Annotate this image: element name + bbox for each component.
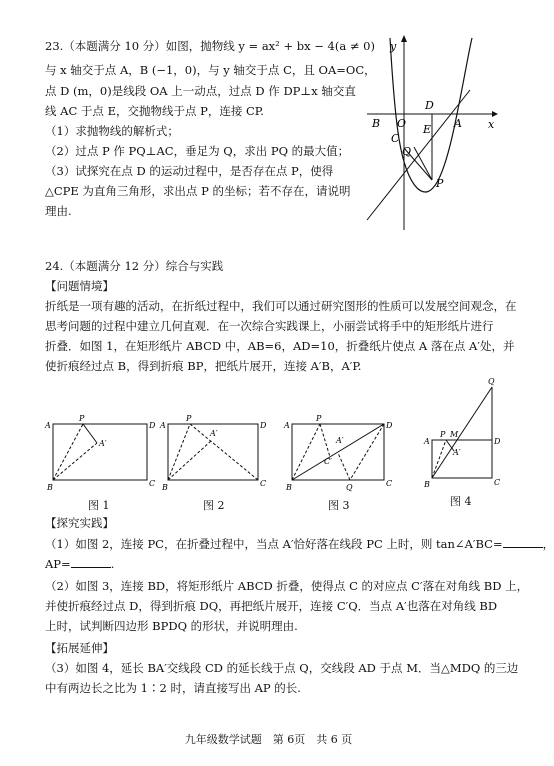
q23-label-x: x: [488, 118, 495, 131]
q23-figure: [362, 30, 502, 235]
page-footer: 九年级数学试题 第 6页 共 6 页: [184, 733, 353, 746]
q24-part2-line2: 并使折痕经过点 D，得到折痕 DQ，再把纸片展开，连接 C′Q．当点 A′也落在对角线 BD: [45, 599, 498, 613]
q24-part3-line2: 中有两边长之比为 1∶2 时，请直接写出 AP 的长.: [45, 681, 301, 695]
q23-line-7: （3）试探究在点 D 的运动过程中，是否存在点 P，使得: [45, 164, 334, 178]
fig1-label-C: C: [149, 479, 156, 488]
q23-label-P: P: [436, 177, 444, 190]
q24-part2-line1: （2）如图 3，连接 BD，将矩形纸片 ABCD 折叠，使得点 C 的对应点 C′落在对角线 BD 上，: [45, 579, 529, 593]
q24-part1b-text: AP=: [45, 557, 71, 571]
fig2-label-C: C: [260, 479, 267, 488]
fig1-label-A: A: [45, 421, 51, 430]
q24-part1-end: ，: [542, 537, 554, 551]
q24-title: 24.（本题满分 12 分）综合与实践: [45, 259, 224, 273]
fig2-label-B: B: [162, 483, 168, 492]
fig1-label-P: P: [79, 414, 85, 423]
fig4-label-Aprime: A′: [453, 448, 461, 457]
q24-figure-4: [420, 375, 510, 490]
q23-line-5: （1）求抛物线的解析式；: [45, 124, 179, 138]
q24-intro-3: 折叠．如图 1，在矩形纸片 ABCD 中，AB=6，AD=10，折叠纸片使点 A 落在点 A′处，并: [45, 339, 515, 353]
fig3-label-A: A: [284, 421, 290, 430]
q23-line-3: 点 D (m，0)是线段 OA 上一动点，过点 D 作 DP⊥x 轴交直: [45, 84, 356, 98]
fig3-label-P: P: [316, 414, 322, 423]
fig4-label-D: D: [494, 437, 501, 446]
q23-line-1: 23.（本题满分 10 分）如图，抛物线 y = ax² + bx − 4(a ≠ 0): [45, 39, 375, 53]
q24-section-extend: 【拓展延伸】: [45, 641, 114, 655]
fig4-label-A: A: [424, 437, 430, 446]
fig3-label-Aprime: A′: [336, 436, 344, 445]
fig1-label-Aprime: A′: [99, 439, 107, 448]
fig4-label-M: M: [450, 430, 459, 439]
q23-label-O: O: [397, 117, 407, 130]
q24-section-explore: 【探究实践】: [45, 516, 114, 530]
fig4-label-Q: Q: [488, 377, 495, 386]
q23-line-2: 与 x 轴交于点 A，B (−1，0)，与 y 轴交于点 C，且 OA=OC，: [45, 63, 376, 77]
fig3-label-Cprime: C′: [324, 457, 332, 466]
q24-part2-line3: 上时，试判断四边形 BPDQ 的形状，并说明理由.: [45, 619, 298, 633]
fig4-label-C: C: [494, 478, 501, 487]
q24-part3-line1: （3）如图 4，延长 BA′交线段 CD 的延长线于点 Q，交线段 AD 于点 M．当△MDQ 的三边: [45, 661, 519, 675]
q23-label-D: D: [425, 99, 434, 112]
q23-line-8: △CPE 为直角三角形，求出点 P 的坐标；若不存在，请说明: [45, 184, 351, 198]
answer-blank-tan[interactable]: [503, 536, 543, 548]
fig4-caption: 图 4: [450, 495, 472, 508]
fig4-label-B: B: [424, 480, 430, 489]
fig2-caption: 图 2: [203, 499, 225, 512]
q23-label-y: y: [390, 40, 397, 53]
fig2-label-Aprime: A′: [210, 429, 218, 438]
q24-part1b-end: .: [110, 557, 115, 571]
answer-blank-ap[interactable]: [71, 556, 111, 568]
q23-label-B: B: [372, 117, 381, 130]
fig2-label-P: P: [186, 414, 192, 423]
fig1-label-B: B: [47, 483, 53, 492]
fig3-label-Q: Q: [346, 483, 353, 492]
fig3-label-B: B: [286, 483, 292, 492]
q24-figure-1: [45, 410, 157, 495]
fig2-label-D: D: [260, 421, 267, 430]
q24-part1-line1: [45, 536, 554, 552]
q23-label-A: A: [454, 117, 462, 130]
q24-part1-line2: [45, 556, 114, 572]
q24-part1-text: （1）如图 2，连接 PC，在折叠过程中，当点 A′恰好落在线段 PC 上时，则 tan∠A′BC=: [45, 537, 503, 551]
q23-label-C: C: [391, 132, 400, 145]
q24-intro-4: 使折痕经过点 B，得到折痕 BP，把纸片展开，连接 A′B，A′P.: [45, 359, 362, 373]
q24-intro-1: 折纸是一项有趣的活动，在折纸过程中，我们可以通过研究图形的性质可以发展空间观念，在: [45, 299, 517, 313]
q23-label-Q: Q: [402, 145, 412, 158]
q23-line-9: 理由.: [45, 204, 72, 218]
fig3-label-D: D: [386, 421, 393, 430]
q24-figure-3: [284, 410, 396, 495]
fig3-caption: 图 3: [328, 499, 350, 512]
q24-figure-2: [160, 410, 270, 495]
fig2-label-A: A: [160, 421, 166, 430]
fig1-caption: 图 1: [88, 499, 110, 512]
q23-line-6: （2）过点 P 作 PQ⊥AC，垂足为 Q，求出 PQ 的最大值；: [45, 144, 350, 158]
q23-line-4: 线 AC 于点 E，交抛物线于点 P，连接 CP.: [45, 104, 264, 118]
q23-label-E: E: [423, 123, 432, 136]
fig4-label-P: P: [440, 430, 446, 439]
q24-section-problem: 【问题情境】: [45, 279, 114, 293]
fig3-label-C: C: [386, 479, 393, 488]
q24-intro-2: 思考问题的过程中建立几何直观．在一次综合实践课上，小丽尝试将手中的矩形纸片进行: [45, 319, 494, 333]
fig1-label-D: D: [149, 421, 156, 430]
